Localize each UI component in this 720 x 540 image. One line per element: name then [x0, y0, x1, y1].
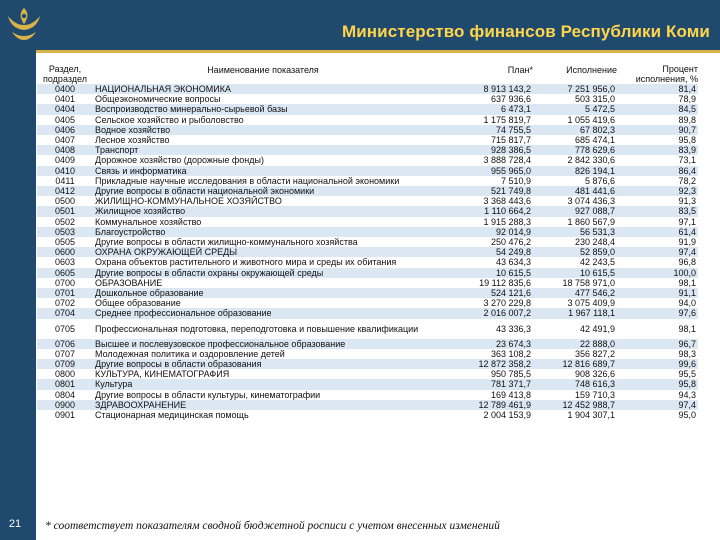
cell-plan-value: 92 014,9 — [433, 227, 533, 237]
table-row — [37, 155, 698, 165]
table-row — [37, 196, 698, 206]
cell-percent-value: 78,2 — [617, 176, 698, 186]
cell-indicator-name: Высшее и послевузовское профессиональное образование — [93, 339, 433, 349]
cell-section-code: 0503 — [37, 227, 93, 237]
cell-percent-value: 91,9 — [617, 237, 698, 247]
cell-execution-value: 826 194,1 — [533, 166, 617, 176]
cell-indicator-name: Другие вопросы в области охраны окружающей среды — [93, 268, 433, 278]
cell-percent-value: 91,1 — [617, 288, 698, 298]
table-row — [37, 135, 698, 145]
table-row — [37, 125, 698, 135]
cell-plan-value: 43 336,3 — [433, 319, 533, 339]
cell-percent-value: 92,3 — [617, 186, 698, 196]
cell-plan-value: 12 872 358,2 — [433, 359, 533, 369]
cell-indicator-name: Транспорт — [93, 145, 433, 155]
cell-plan-value: 12 789 461,9 — [433, 400, 533, 410]
cell-section-code: 0800 — [37, 369, 93, 379]
cell-plan-value: 19 112 835,6 — [433, 278, 533, 288]
cell-indicator-name: ЗДРАВООХРАНЕНИЕ — [93, 400, 433, 410]
cell-indicator-name: Благоустройство — [93, 227, 433, 237]
cell-percent-value: 98,3 — [617, 349, 698, 359]
cell-plan-value: 8 913 143,2 — [433, 84, 533, 94]
cell-indicator-name: КУЛЬТУРА, КИНЕМАТОГРАФИЯ — [93, 369, 433, 379]
cell-plan-value: 2 004 153,9 — [433, 410, 533, 420]
cell-percent-value: 97,4 — [617, 400, 698, 410]
table-row — [37, 115, 698, 125]
cell-indicator-name: Дорожное хозяйство (дорожные фонды) — [93, 155, 433, 165]
table-row — [37, 298, 698, 308]
cell-plan-value: 169 413,8 — [433, 390, 533, 400]
cell-indicator-name: Прикладные научные исследования в области национальной экономики — [93, 176, 433, 186]
cell-plan-value: 54 249,8 — [433, 247, 533, 257]
page-number: 21 — [8, 518, 22, 530]
cell-indicator-name: Культура — [93, 379, 433, 389]
cell-section-code: 0409 — [37, 155, 93, 165]
cell-execution-value: 52 859,0 — [533, 247, 617, 257]
cell-plan-value: 1 110 664,2 — [433, 206, 533, 216]
cell-plan-value: 524 121,6 — [433, 288, 533, 298]
cell-percent-value: 89,8 — [617, 115, 698, 125]
cell-percent-value: 83,5 — [617, 206, 698, 216]
cell-percent-value: 97,4 — [617, 247, 698, 257]
cell-indicator-name: Общеэкономические вопросы — [93, 94, 433, 104]
cell-section-code: 0603 — [37, 257, 93, 267]
cell-plan-value: 43 634,3 — [433, 257, 533, 267]
cell-percent-value: 73,1 — [617, 155, 698, 165]
table-row — [37, 94, 698, 104]
cell-indicator-name: Другие вопросы в области культуры, кинематографии — [93, 390, 433, 400]
table-row — [37, 176, 698, 186]
left-sidebar-band — [0, 0, 36, 540]
cell-section-code: 0605 — [37, 268, 93, 278]
table-row — [37, 206, 698, 216]
cell-section-code: 0406 — [37, 125, 93, 135]
table-row — [37, 369, 698, 379]
cell-execution-value: 230 248,4 — [533, 237, 617, 247]
cell-section-code: 0804 — [37, 390, 93, 400]
cell-section-code: 0412 — [37, 186, 93, 196]
cell-execution-value: 159 710,3 — [533, 390, 617, 400]
cell-indicator-name: Коммунальное хозяйство — [93, 217, 433, 227]
table-row — [37, 319, 698, 339]
cell-section-code: 0401 — [37, 94, 93, 104]
cell-plan-value: 6 473,1 — [433, 104, 533, 114]
cell-execution-value: 927 088,7 — [533, 206, 617, 216]
cell-plan-value: 10 615,5 — [433, 268, 533, 278]
table-row — [37, 145, 698, 155]
cell-percent-value: 95,8 — [617, 135, 698, 145]
cell-section-code: 0505 — [37, 237, 93, 247]
cell-section-code: 0500 — [37, 196, 93, 206]
cell-plan-value: 950 785,5 — [433, 369, 533, 379]
cell-indicator-name: Воспроизводство минерально-сырьевой базы — [93, 104, 433, 114]
cell-execution-value: 1 967 118,1 — [533, 308, 617, 318]
cell-execution-value: 42 243,5 — [533, 257, 617, 267]
table-row — [37, 339, 698, 349]
cell-indicator-name: Другие вопросы в области образования — [93, 359, 433, 369]
cell-plan-value: 363 108,2 — [433, 349, 533, 359]
cell-execution-value: 3 074 436,3 — [533, 196, 617, 206]
table-row — [37, 217, 698, 227]
cell-execution-value: 477 546,2 — [533, 288, 617, 298]
cell-indicator-name: Молодежная политика и оздоровление детей — [93, 349, 433, 359]
cell-percent-value: 96,8 — [617, 257, 698, 267]
cell-indicator-name: Среднее профессиональное образование — [93, 308, 433, 318]
cell-plan-value: 521 749,8 — [433, 186, 533, 196]
table-header-row — [37, 56, 698, 84]
table-row — [37, 349, 698, 359]
cell-execution-value: 356 827,2 — [533, 349, 617, 359]
cell-section-code: 0407 — [37, 135, 93, 145]
column-header-code: Раздел, подраздел — [43, 64, 87, 84]
cell-plan-value: 3 270 229,8 — [433, 298, 533, 308]
cell-execution-value: 5 472,5 — [533, 104, 617, 114]
komi-emblem-icon — [2, 2, 46, 46]
table-row — [37, 227, 698, 237]
cell-plan-value: 715 817,7 — [433, 135, 533, 145]
cell-section-code: 0700 — [37, 278, 93, 288]
cell-execution-value: 1 055 419,6 — [533, 115, 617, 125]
cell-percent-value: 97,1 — [617, 217, 698, 227]
cell-percent-value: 99,6 — [617, 359, 698, 369]
table-row — [37, 104, 698, 114]
cell-percent-value: 83,9 — [617, 145, 698, 155]
cell-execution-value: 481 441,6 — [533, 186, 617, 196]
cell-execution-value: 67 802,3 — [533, 125, 617, 135]
header-divider — [36, 50, 720, 53]
cell-execution-value: 778 629,6 — [533, 145, 617, 155]
cell-percent-value: 97,6 — [617, 308, 698, 318]
cell-execution-value: 5 876,6 — [533, 176, 617, 186]
cell-plan-value: 1 915 288,3 — [433, 217, 533, 227]
cell-indicator-name: Охрана объектов растительного и животного мира и среды их обитания — [93, 257, 433, 267]
table-row — [37, 268, 698, 278]
cell-section-code: 0600 — [37, 247, 93, 257]
cell-execution-value: 503 315,0 — [533, 94, 617, 104]
cell-percent-value: 91,3 — [617, 196, 698, 206]
cell-plan-value: 637 936,6 — [433, 94, 533, 104]
cell-section-code: 0702 — [37, 298, 93, 308]
cell-section-code: 0408 — [37, 145, 93, 155]
cell-percent-value: 94,0 — [617, 298, 698, 308]
cell-percent-value: 98,1 — [617, 319, 698, 339]
table-row — [37, 247, 698, 257]
cell-percent-value: 98,1 — [617, 278, 698, 288]
column-header-plan: План* — [507, 65, 533, 75]
cell-execution-value: 12 816 689,7 — [533, 359, 617, 369]
cell-percent-value: 90,7 — [617, 125, 698, 135]
cell-section-code: 0410 — [37, 166, 93, 176]
cell-execution-value: 42 491,9 — [533, 319, 617, 339]
table-row — [37, 278, 698, 288]
cell-plan-value: 928 386,5 — [433, 145, 533, 155]
cell-indicator-name: Общее образование — [93, 298, 433, 308]
cell-section-code: 0404 — [37, 104, 93, 114]
table-row — [37, 308, 698, 318]
cell-execution-value: 1 904 307,1 — [533, 410, 617, 420]
cell-plan-value: 250 476,2 — [433, 237, 533, 247]
cell-indicator-name: ОХРАНА ОКРУЖАЮЩЕЙ СРЕДЫ — [93, 247, 433, 257]
table-row — [37, 237, 698, 247]
cell-execution-value: 1 860 567,9 — [533, 217, 617, 227]
cell-section-code: 0705 — [37, 319, 93, 339]
cell-plan-value: 74 755,5 — [433, 125, 533, 135]
cell-plan-value: 955 965,0 — [433, 166, 533, 176]
table-row — [37, 166, 698, 176]
cell-percent-value: 78,9 — [617, 94, 698, 104]
cell-execution-value: 748 616,3 — [533, 379, 617, 389]
cell-section-code: 0701 — [37, 288, 93, 298]
cell-indicator-name: Водное хозяйство — [93, 125, 433, 135]
cell-section-code: 0501 — [37, 206, 93, 216]
cell-execution-value: 18 758 971,0 — [533, 278, 617, 288]
table-body — [37, 84, 698, 420]
cell-percent-value: 86,4 — [617, 166, 698, 176]
cell-section-code: 0901 — [37, 410, 93, 420]
cell-execution-value: 3 075 409,9 — [533, 298, 617, 308]
cell-percent-value: 100,0 — [617, 268, 698, 278]
table-row — [37, 379, 698, 389]
table-row — [37, 84, 698, 94]
table-row — [37, 186, 698, 196]
cell-execution-value: 908 326,6 — [533, 369, 617, 379]
cell-plan-value: 3 368 443,6 — [433, 196, 533, 206]
budget-execution-table — [37, 56, 698, 420]
cell-execution-value: 2 842 330,6 — [533, 155, 617, 165]
cell-plan-value: 23 674,3 — [433, 339, 533, 349]
cell-plan-value: 3 888 728,4 — [433, 155, 533, 165]
cell-percent-value: 81,4 — [617, 84, 698, 94]
cell-percent-value: 95,0 — [617, 410, 698, 420]
cell-indicator-name: Жилищное хозяйство — [93, 206, 433, 216]
cell-indicator-name: Дошкольное образование — [93, 288, 433, 298]
cell-indicator-name: НАЦИОНАЛЬНАЯ ЭКОНОМИКА — [93, 84, 433, 94]
cell-indicator-name: Лесное хозяйство — [93, 135, 433, 145]
cell-percent-value: 95,8 — [617, 379, 698, 389]
cell-percent-value: 61,4 — [617, 227, 698, 237]
cell-section-code: 0400 — [37, 84, 93, 94]
cell-plan-value: 2 016 007,2 — [433, 308, 533, 318]
cell-execution-value: 12 452 988,7 — [533, 400, 617, 410]
cell-execution-value: 10 615,5 — [533, 268, 617, 278]
cell-percent-value: 96,7 — [617, 339, 698, 349]
table-row — [37, 257, 698, 267]
column-header-percent: Процент исполнения, % — [635, 64, 698, 84]
cell-section-code: 0706 — [37, 339, 93, 349]
cell-indicator-name: Связь и информатика — [93, 166, 433, 176]
cell-section-code: 0502 — [37, 217, 93, 227]
budget-table-container — [37, 56, 698, 420]
cell-indicator-name: Профессиональная подготовка, переподготовка и повышение квалификации — [93, 319, 433, 339]
cell-section-code: 0900 — [37, 400, 93, 410]
cell-section-code: 0707 — [37, 349, 93, 359]
table-row — [37, 390, 698, 400]
cell-percent-value: 94,3 — [617, 390, 698, 400]
cell-section-code: 0704 — [37, 308, 93, 318]
cell-execution-value: 7 251 956,0 — [533, 84, 617, 94]
table-row — [37, 359, 698, 369]
table-row — [37, 410, 698, 420]
table-row — [37, 288, 698, 298]
page-title: Министерство финансов Республики Коми — [342, 22, 710, 41]
footnote: * соответствует показателям сводной бюджетной росписи с учетом внесенных изменений — [45, 520, 500, 532]
cell-execution-value: 685 474,1 — [533, 135, 617, 145]
cell-indicator-name: ОБРАЗОВАНИЕ — [93, 278, 433, 288]
cell-section-code: 0801 — [37, 379, 93, 389]
cell-indicator-name: Другие вопросы в области национальной экономики — [93, 186, 433, 196]
cell-percent-value: 84,5 — [617, 104, 698, 114]
cell-section-code: 0411 — [37, 176, 93, 186]
cell-plan-value: 1 175 819,7 — [433, 115, 533, 125]
table-row — [37, 400, 698, 410]
cell-plan-value: 7 510,9 — [433, 176, 533, 186]
column-header-name: Наименование показателя — [207, 65, 319, 75]
cell-indicator-name: Стационарная медицинская помощь — [93, 410, 433, 420]
cell-section-code: 0709 — [37, 359, 93, 369]
cell-percent-value: 95,5 — [617, 369, 698, 379]
column-header-execution: Исполнение — [566, 65, 617, 75]
cell-indicator-name: Сельское хозяйство и рыболовство — [93, 115, 433, 125]
cell-indicator-name: ЖИЛИЩНО-КОММУНАЛЬНОЕ ХОЗЯЙСТВО — [93, 196, 433, 206]
cell-indicator-name: Другие вопросы в области жилищно-коммунального хозяйства — [93, 237, 433, 247]
cell-section-code: 0405 — [37, 115, 93, 125]
cell-execution-value: 56 531,3 — [533, 227, 617, 237]
cell-execution-value: 22 888,0 — [533, 339, 617, 349]
cell-plan-value: 781 371,7 — [433, 379, 533, 389]
